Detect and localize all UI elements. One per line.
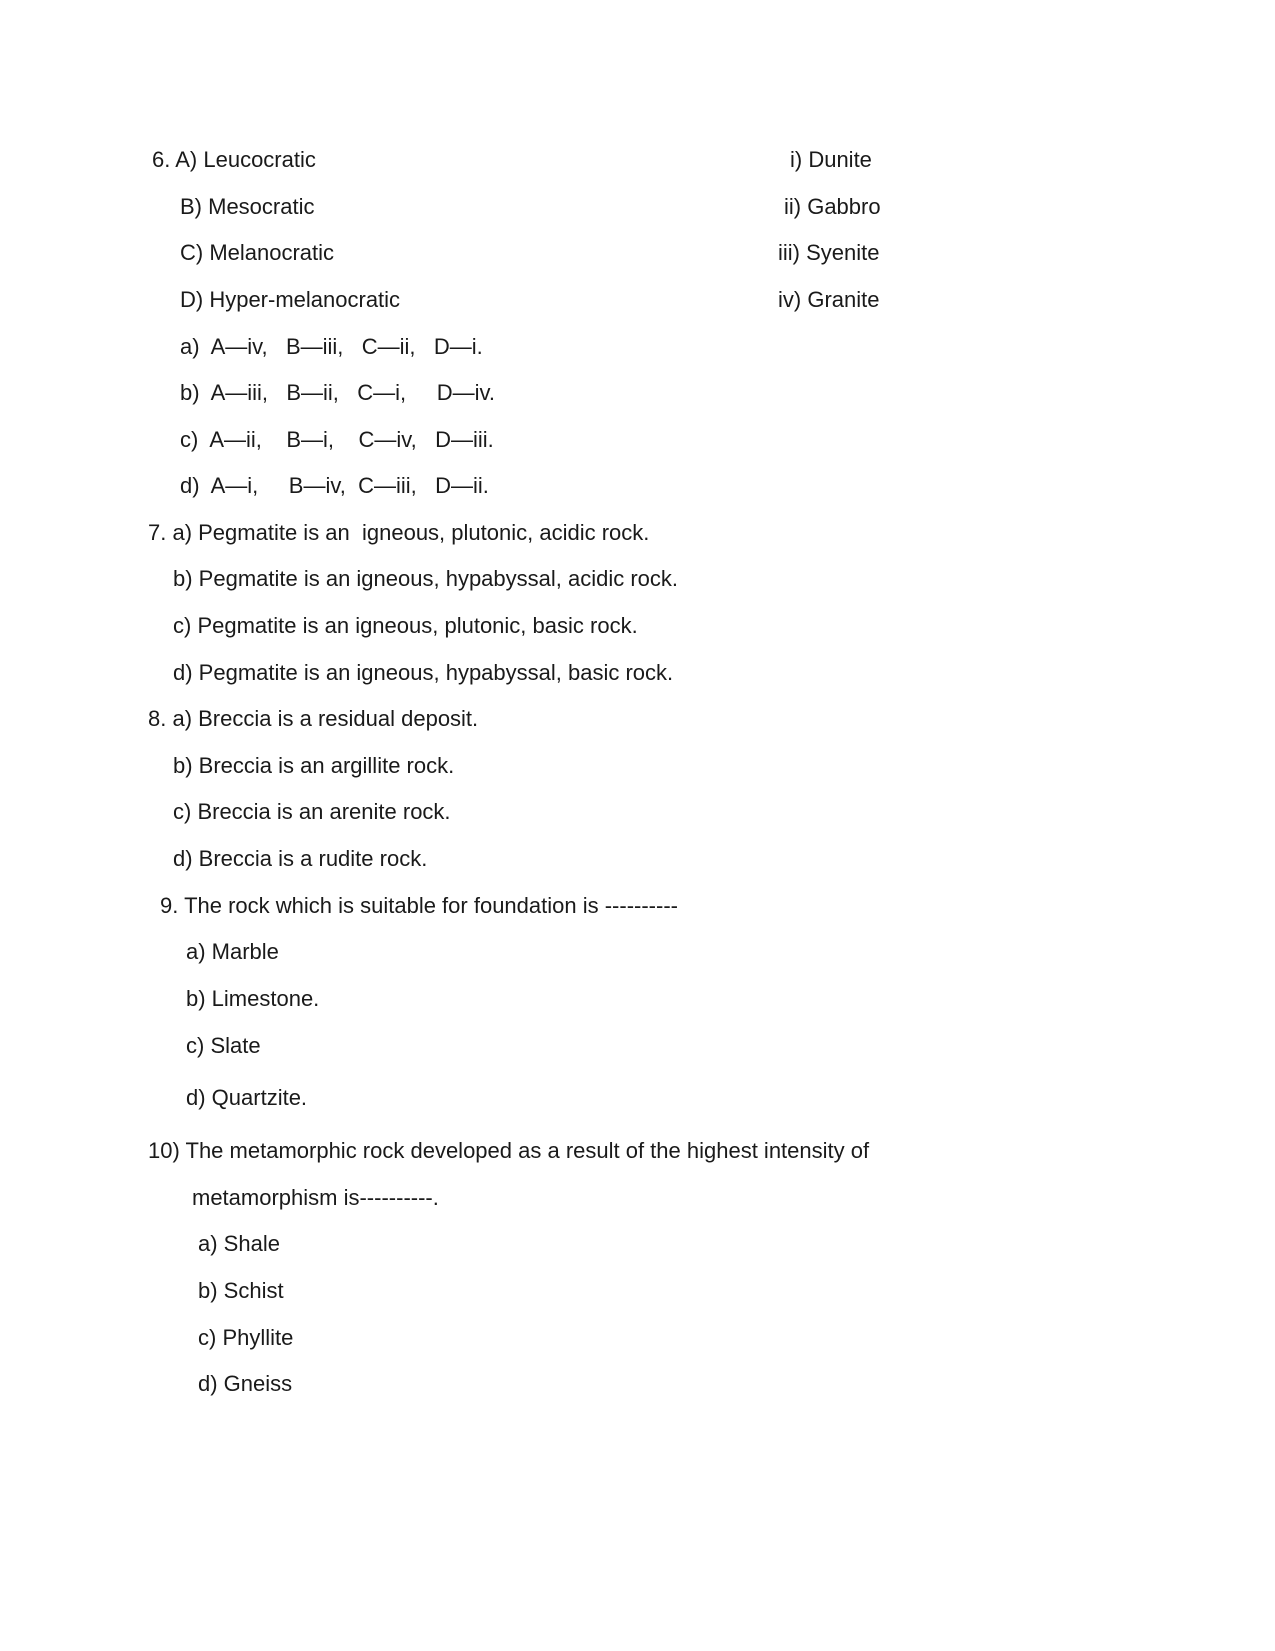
q6-right-item: i) Dunite <box>790 147 872 172</box>
q9-option: b) Limestone. <box>186 986 320 1011</box>
q8-option: 8. a) Breccia is a residual deposit. <box>148 706 479 731</box>
q6-option: b) A—iii, B—ii, C—i, D—iv. <box>180 380 495 405</box>
q6-left-item: B) Mesocratic <box>180 194 315 219</box>
q7-option: 7. a) Pegmatite is an igneous, plutonic, acidic rock. <box>148 520 650 545</box>
q6-right-item: ii) Gabbro <box>784 194 881 219</box>
q8-option: c) Breccia is an arenite rock. <box>173 799 451 824</box>
q6-option: c) A—ii, B—i, C—iv, D—iii. <box>180 427 494 452</box>
q8-option: b) Breccia is an argillite rock. <box>173 753 455 778</box>
q6-right-item: iv) Granite <box>778 287 880 312</box>
q6-option: d) A—i, B—iv, C—iii, D—ii. <box>180 473 489 498</box>
q10-option: a) Shale <box>198 1231 280 1256</box>
q7-option: c) Pegmatite is an igneous, plutonic, basic rock. <box>173 613 638 638</box>
q9-option: c) Slate <box>186 1033 261 1058</box>
q10-option: d) Gneiss <box>198 1371 293 1396</box>
q6-left-item: C) Melanocratic <box>180 240 335 265</box>
q6-option: a) A—iv, B—iii, C—ii, D—i. <box>180 334 483 359</box>
q10-option: b) Schist <box>198 1278 284 1303</box>
q7-option: d) Pegmatite is an igneous, hypabyssal, basic rock. <box>173 660 674 685</box>
q6-left-item: D) Hyper-melanocratic <box>180 287 401 312</box>
q9-option: a) Marble <box>186 939 279 964</box>
q9-option: d) Quartzite. <box>186 1085 308 1110</box>
q7-option: b) Pegmatite is an igneous, hypabyssal, acidic rock. <box>173 566 679 591</box>
q9-question: 9. The rock which is suitable for foundation is ---------- <box>160 893 678 918</box>
q6-right-item: iii) Syenite <box>778 240 880 265</box>
q8-option: d) Breccia is a rudite rock. <box>173 846 428 871</box>
q10-question-line2: metamorphism is----------. <box>192 1185 439 1210</box>
q6-left-item: 6. A) Leucocratic <box>152 147 316 172</box>
q10-option: c) Phyllite <box>198 1325 294 1350</box>
q10-question-line1: 10) The metamorphic rock developed as a result of the highest intensity of <box>148 1138 870 1163</box>
